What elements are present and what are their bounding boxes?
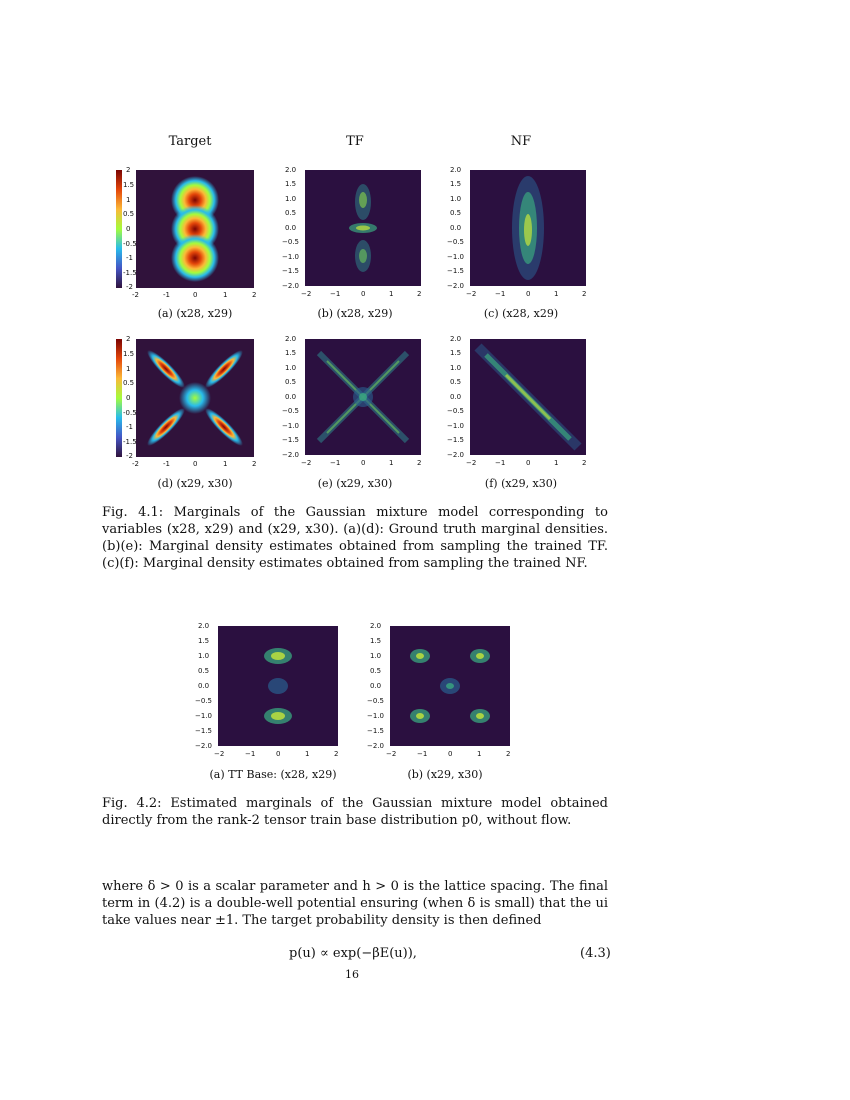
x-tick: 0 <box>276 750 281 758</box>
y-tick: −2.0 <box>282 451 299 459</box>
panel-e <box>282 335 425 471</box>
equation-number: (4.3) <box>580 946 611 961</box>
y-tick: 0.0 <box>285 393 297 401</box>
y-tick: 2.0 <box>285 335 297 343</box>
y-tick: −1.5 <box>447 267 464 275</box>
x-tick: 2 <box>582 290 587 298</box>
x-tick: 0 <box>526 290 531 298</box>
y-tick: −1.0 <box>367 712 384 720</box>
scatter-density-tt-b <box>390 626 510 746</box>
y-tick: 1.0 <box>285 364 297 372</box>
cbar-tick: 0 <box>126 394 131 402</box>
cbar-tick: -1 <box>126 254 133 262</box>
x-tick: −2 <box>301 459 312 467</box>
y-tick: −0.5 <box>447 238 464 246</box>
cbar-tick: -1.5 <box>123 438 137 446</box>
panel-b <box>282 166 425 302</box>
x-tick: −2 <box>466 290 477 298</box>
x-tick: 2 <box>582 459 587 467</box>
cbar-tick: -2 <box>126 283 133 291</box>
col-title-target: Target <box>168 134 212 149</box>
y-tick: 0.5 <box>285 378 297 386</box>
cbar-tick: 2 <box>126 335 131 343</box>
cbar-tick: -2 <box>126 452 133 460</box>
panel-a <box>114 168 264 302</box>
x-tick: 0 <box>361 459 366 467</box>
y-tick: −1.0 <box>282 422 299 430</box>
y-tick: −0.5 <box>282 238 299 246</box>
y-tick: 1.5 <box>450 180 462 188</box>
y-tick: −1.5 <box>195 727 212 735</box>
x-tick: −2 <box>466 459 477 467</box>
x-tick: 2 <box>417 459 422 467</box>
colorbar <box>116 339 122 457</box>
y-tick: −0.5 <box>195 697 212 705</box>
cbar-tick: 1.5 <box>123 350 135 358</box>
y-tick: −1.5 <box>282 267 299 275</box>
x-tick: 2 <box>506 750 511 758</box>
y-tick: −2.0 <box>282 282 299 290</box>
y-tick: 0.5 <box>450 209 462 217</box>
x-tick: -1 <box>163 460 170 468</box>
subcaption-f: (f) (x29, x30) <box>484 477 558 490</box>
x-tick: 1 <box>305 750 310 758</box>
y-tick: 2.0 <box>450 335 462 343</box>
x-tick: -1 <box>163 291 170 299</box>
y-tick: 1.5 <box>285 349 297 357</box>
x-tick: 0 <box>193 460 198 468</box>
y-tick: 0.5 <box>285 209 297 217</box>
y-tick: 1.5 <box>370 637 382 645</box>
x-tick: 2 <box>334 750 339 758</box>
scatter-density-c <box>470 170 586 286</box>
x-tick: −1 <box>495 290 506 298</box>
panel-tt-a <box>195 622 343 760</box>
x-tick: −2 <box>386 750 397 758</box>
x-tick: 1 <box>223 291 228 299</box>
x-tick: 2 <box>252 460 257 468</box>
y-tick: 0.0 <box>450 224 462 232</box>
subcaption-e: (e) (x29, x30) <box>317 477 393 490</box>
y-tick: 1.0 <box>450 195 462 203</box>
y-tick: 0.0 <box>450 393 462 401</box>
y-tick: −2.0 <box>447 282 464 290</box>
x-tick: 2 <box>252 291 257 299</box>
x-tick: −2 <box>301 290 312 298</box>
body-paragraph: where δ > 0 is a scalar parameter and h > 0 is the lattice spacing. The final term in (4.2) is a double-well potential ensuring (when δ is small) that the ui take values near ±1. The target probability density is then defined <box>102 879 608 928</box>
y-tick: −1.0 <box>447 253 464 261</box>
y-tick: 2.0 <box>198 622 210 630</box>
y-tick: 1.0 <box>370 652 382 660</box>
cbar-tick: 0.5 <box>123 210 135 218</box>
panel-d <box>114 337 264 471</box>
x-tick: −1 <box>330 290 341 298</box>
cbar-tick: 2 <box>126 166 131 174</box>
scatter-density-f <box>470 339 586 455</box>
x-tick: -2 <box>132 460 139 468</box>
x-tick: −1 <box>245 750 256 758</box>
y-tick: −0.5 <box>447 407 464 415</box>
x-tick: 1 <box>389 290 394 298</box>
y-tick: 0.0 <box>198 682 210 690</box>
y-tick: 1.0 <box>198 652 210 660</box>
panel-f <box>447 335 590 471</box>
y-tick: −1.5 <box>447 436 464 444</box>
x-tick: 1 <box>554 459 559 467</box>
y-tick: 2.0 <box>285 166 297 174</box>
scatter-density-tt-a <box>218 626 338 746</box>
cbar-tick: -0.5 <box>123 240 137 248</box>
cbar-tick: 0.5 <box>123 379 135 387</box>
y-tick: 0.5 <box>370 667 382 675</box>
figure-caption-4-1: Fig. 4.1: Marginals of the Gaussian mixture model corresponding to variables (x28, x29) and (x29, x30). (a)(d): Ground truth marginal densities. (b)(e): Marginal density estimates obtained from sampling the trained TF. (c)(f): Marginal density estimates obtained from sampling the trained NF. <box>102 505 608 571</box>
y-tick: 0.0 <box>285 224 297 232</box>
page-number: 16 <box>345 968 359 981</box>
y-tick: −2.0 <box>195 742 212 750</box>
x-tick: −2 <box>214 750 225 758</box>
x-tick: 1 <box>477 750 482 758</box>
y-tick: −2.0 <box>367 742 384 750</box>
y-tick: −0.5 <box>282 407 299 415</box>
y-tick: −1.0 <box>282 253 299 261</box>
cbar-tick: 1 <box>126 365 131 373</box>
y-tick: 1.0 <box>285 195 297 203</box>
target-heatmap-a <box>136 170 254 288</box>
y-tick: 1.0 <box>450 364 462 372</box>
y-tick: 1.5 <box>198 637 210 645</box>
scatter-density-b <box>305 170 421 286</box>
y-tick: −1.5 <box>282 436 299 444</box>
panel-c <box>447 166 590 302</box>
y-tick: 2.0 <box>450 166 462 174</box>
x-tick: 2 <box>417 290 422 298</box>
y-tick: 0.0 <box>370 682 382 690</box>
subcaption-a: (a) (x28, x29) <box>157 307 233 320</box>
y-tick: 0.5 <box>450 378 462 386</box>
x-tick: −1 <box>495 459 506 467</box>
x-tick: 0 <box>361 290 366 298</box>
y-tick: −1.0 <box>195 712 212 720</box>
subcaption-c: (c) (x28, x29) <box>483 307 559 320</box>
target-heatmap-d <box>136 339 254 457</box>
cbar-tick: -0.5 <box>123 409 137 417</box>
cbar-tick: 1.5 <box>123 181 135 189</box>
x-tick: −1 <box>417 750 428 758</box>
col-title-tf: TF <box>346 134 364 149</box>
x-tick: 1 <box>223 460 228 468</box>
x-tick: 0 <box>193 291 198 299</box>
x-tick: 1 <box>389 459 394 467</box>
y-tick: −2.0 <box>447 451 464 459</box>
subcaption-tt-b: (b) (x29, x30) <box>407 768 483 781</box>
panel-tt-b <box>367 622 515 760</box>
y-tick: 2.0 <box>370 622 382 630</box>
subcaption-b: (b) (x28, x29) <box>317 307 393 320</box>
x-tick: 0 <box>448 750 453 758</box>
x-tick: 1 <box>554 290 559 298</box>
x-tick: −1 <box>330 459 341 467</box>
figure-caption-4-2: Fig. 4.2: Estimated marginals of the Gaussian mixture model obtained directly from the rank-2 tensor train base distribution p0, without flow. <box>102 796 608 828</box>
scatter-density-e <box>305 339 421 455</box>
x-tick: -2 <box>132 291 139 299</box>
x-tick: 0 <box>526 459 531 467</box>
y-tick: 1.5 <box>450 349 462 357</box>
y-tick: 0.5 <box>198 667 210 675</box>
y-tick: −1.5 <box>367 727 384 735</box>
y-tick: −1.0 <box>447 422 464 430</box>
subcaption-tt-a: (a) TT Base: (x28, x29) <box>209 768 337 781</box>
cbar-tick: -1.5 <box>123 269 137 277</box>
y-tick: −0.5 <box>367 697 384 705</box>
cbar-tick: -1 <box>126 423 133 431</box>
col-title-nf: NF <box>510 134 532 149</box>
equation: p(u) ∝ exp(−βE(u)), <box>289 946 417 961</box>
y-tick: 1.5 <box>285 180 297 188</box>
subcaption-d: (d) (x29, x30) <box>157 477 233 490</box>
cbar-tick: 1 <box>126 196 131 204</box>
colorbar <box>116 170 122 288</box>
cbar-tick: 0 <box>126 225 131 233</box>
